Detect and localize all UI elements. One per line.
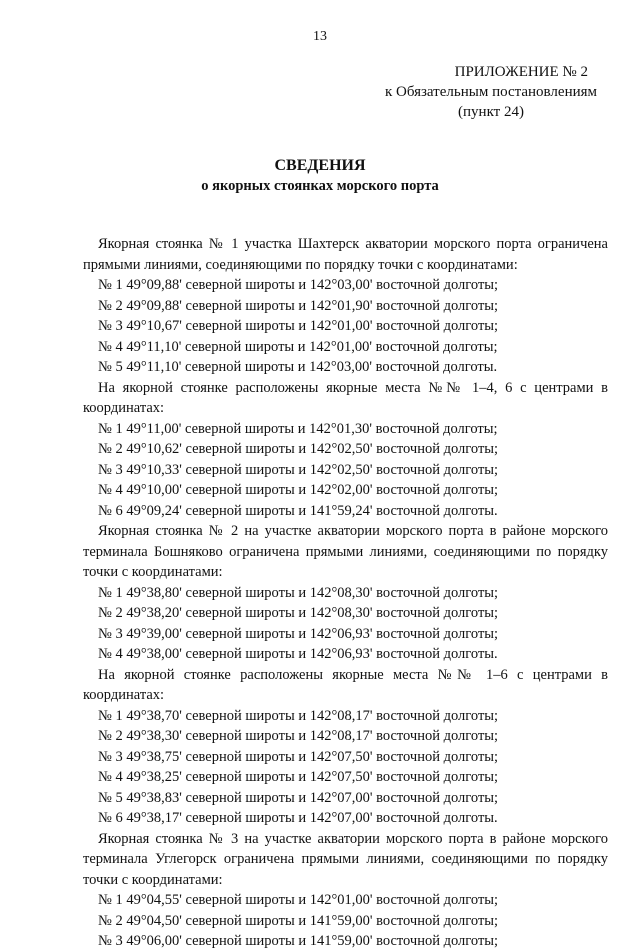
section-2-anchor: № 6 49°38,17' северной широты и 142°07,00' восточной долготы. xyxy=(98,810,498,826)
section-1-point: № 1 49°09,88' северной широты и 142°03,00' восточной долготы; xyxy=(98,277,499,293)
section-3-point: № 3 49°06,00' северной широты и 141°59,00' восточной долготы; xyxy=(98,933,499,949)
section-1-intro: Якорная стоянка № 1 участка Шахтерск акватории морского порта ограничена прямыми линиями, соединяющими по порядку точки с координатами: xyxy=(83,236,608,273)
section-1-anchor: № 6 49°09,24' северной широты и 141°59,24' восточной долготы. xyxy=(98,502,498,519)
section-2-anchor-intro: На якорной стоянке расположены якорные места №№ 1–6 с центрами в координатах: xyxy=(83,666,608,703)
section-1-point: № 3 49°10,67' северной широты и 142°01,00' восточной долготы; xyxy=(98,318,499,334)
appendix-line-3: (пункт 24) xyxy=(458,104,524,120)
appendix-title: ПРИЛОЖЕНИЕ № 2 xyxy=(454,64,588,80)
section-2-anchor: № 4 49°38,25' северной широты и 142°07,50' восточной долготы; xyxy=(98,769,499,785)
document-title: СВЕДЕНИЯ xyxy=(274,157,366,174)
document-subtitle: о якорных стоянках морского порта xyxy=(201,178,439,194)
section-1-anchor-intro: На якорной стоянке расположены якорные места №№ 1–4, 6 с центрами в координатах: xyxy=(83,379,608,416)
section-2-anchor: № 3 49°38,75' северной широты и 142°07,50' восточной долготы; xyxy=(98,748,499,765)
section-2-point: № 1 49°38,80' северной широты и 142°08,30' восточной долготы; xyxy=(98,584,499,601)
document-body xyxy=(83,234,608,952)
section-3-intro: Якорная стоянка № 3 на участке акватории морского порта в районе морского терминала Углегорск ограничена прямыми линиями, соединяющими по порядку точки с координатами: xyxy=(83,830,608,888)
section-1-anchor: № 4 49°10,00' северной широты и 142°02,00' восточной долготы; xyxy=(98,482,499,498)
section-3-point: № 1 49°04,55' северной широты и 142°01,00' восточной долготы; xyxy=(98,892,499,908)
section-1-point: № 5 49°11,10' северной широты и 142°03,00' восточной долготы. xyxy=(98,359,498,375)
section-2-anchor: № 1 49°38,70' северной широты и 142°08,17' восточной долготы; xyxy=(98,707,499,724)
section-1-anchor: № 2 49°10,62' северной широты и 142°02,50' восточной долготы; xyxy=(98,441,499,457)
section-2-anchor: № 2 49°38,30' северной широты и 142°08,17' восточной долготы; xyxy=(98,728,499,744)
section-1-anchor: № 3 49°10,33' северной широты и 142°02,50' восточной долготы; xyxy=(98,461,499,478)
section-3-point: № 2 49°04,50' северной широты и 141°59,00' восточной долготы; xyxy=(98,912,499,929)
section-1-anchor: № 1 49°11,00' северной широты и 142°01,30' восточной долготы; xyxy=(98,420,498,437)
section-2-point: № 2 49°38,20' северной широты и 142°08,30' восточной долготы; xyxy=(98,605,499,621)
section-1-point: № 4 49°11,10' северной широты и 142°01,00' восточной долготы; xyxy=(98,338,498,355)
document-heading xyxy=(0,156,640,196)
appendix-block xyxy=(380,62,602,122)
section-1-point: № 2 49°09,88' северной широты и 142°01,90' восточной долготы; xyxy=(98,297,499,314)
appendix-line-2: к Обязательным постановлениям xyxy=(384,84,598,100)
section-2-anchor: № 5 49°38,83' северной широты и 142°07,00' восточной долготы; xyxy=(98,789,499,806)
section-2-point: № 4 49°38,00' северной широты и 142°06,93' восточной долготы. xyxy=(98,646,498,662)
page-number: 13 xyxy=(313,29,327,44)
section-2-point: № 3 49°39,00' северной широты и 142°06,93' восточной долготы; xyxy=(98,625,499,642)
section-2-intro: Якорная стоянка № 2 на участке акватории морского порта в районе морского терминала Бошняково ограничена прямыми линиями, соединяющими по порядку точки с координатами: xyxy=(83,523,608,580)
